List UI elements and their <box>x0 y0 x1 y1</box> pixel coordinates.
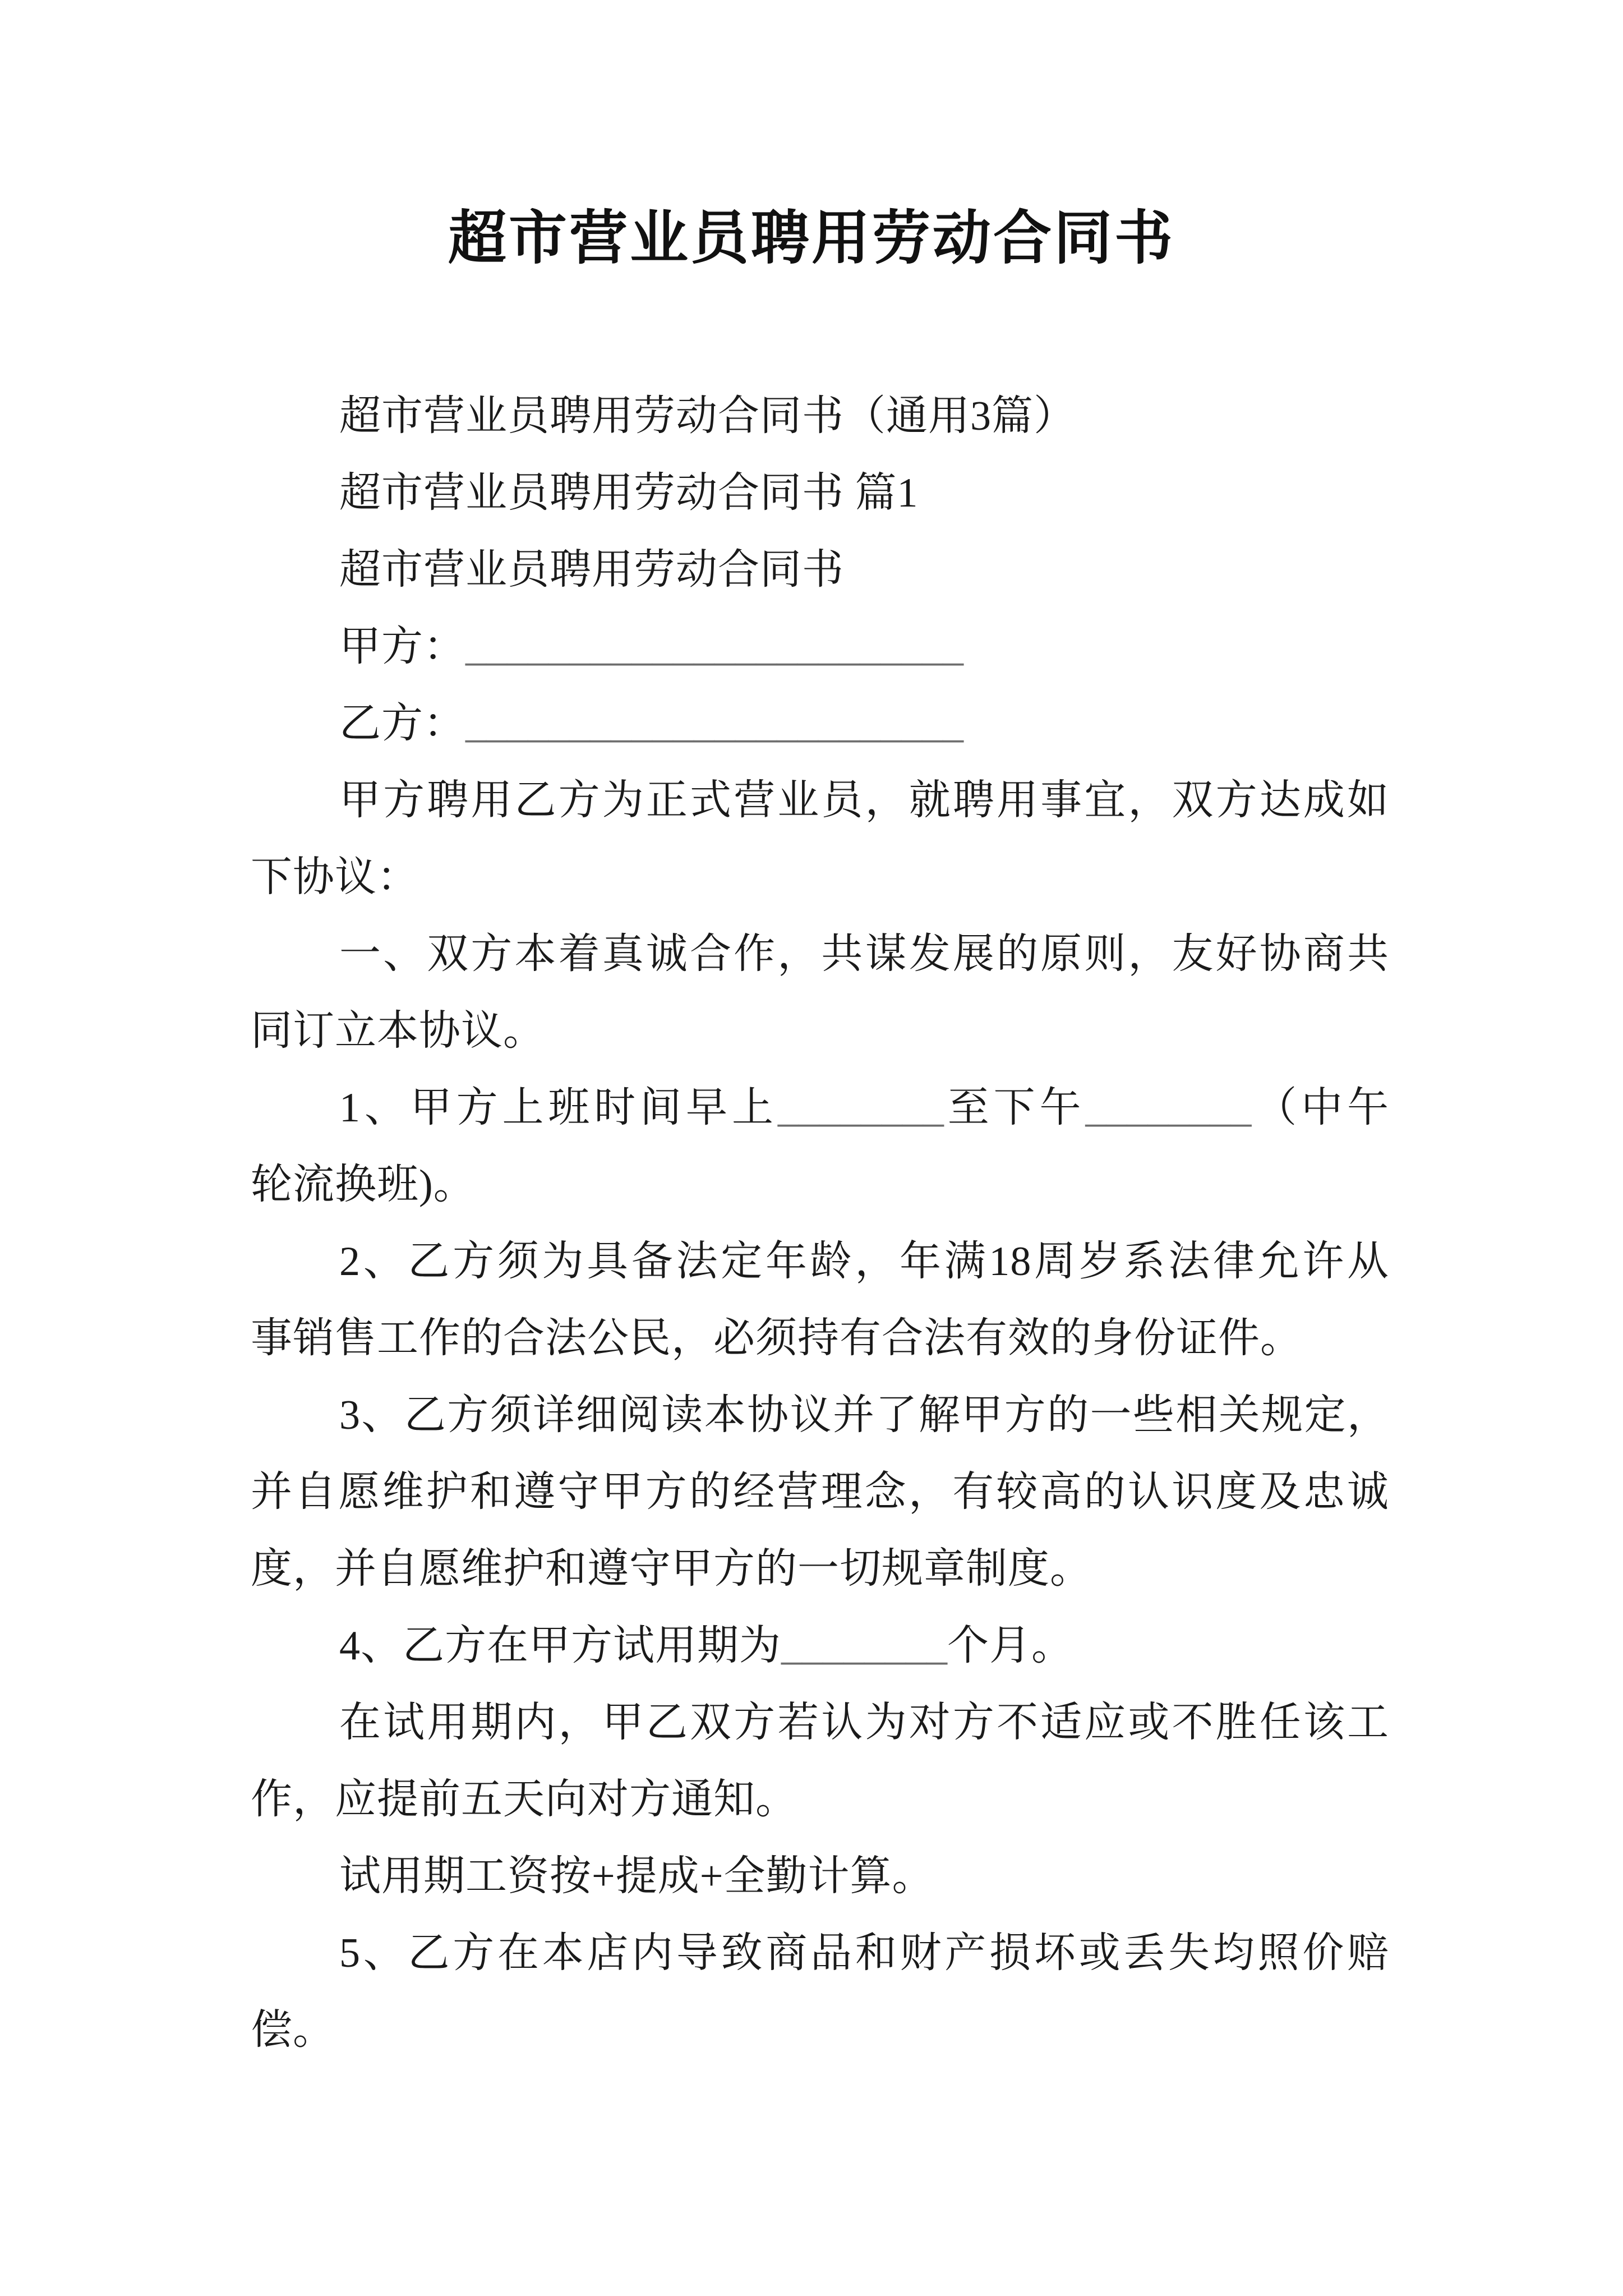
text-line: 同订立本协议。 <box>251 1008 545 1054</box>
item-1-paragraph <box>251 1070 1389 1223</box>
fill-in-blank: ________________________ <box>465 624 963 670</box>
text-line: 在试用期内，甲乙双方若认为对方不适应或不胜任该工 <box>339 1700 1389 1746</box>
text-line: 乙方：________________________ <box>339 701 963 747</box>
text-line: 试用期工资按+提成+全勤计算。 <box>339 1853 934 1899</box>
party-a-field <box>251 609 1389 685</box>
text-line: 轮流换班)。 <box>251 1162 476 1208</box>
document-body <box>251 378 1389 2069</box>
item-5-paragraph <box>251 1915 1389 2069</box>
text-line: 4、乙方在甲方试用期为________个月。 <box>339 1623 1073 1669</box>
text-line: 超市营业员聘用劳动合同书（通用3篇） <box>339 393 1076 439</box>
text-line: 超市营业员聘用劳动合同书 篇1 <box>339 470 919 516</box>
item-2-paragraph <box>251 1223 1389 1377</box>
text-line: 事销售工作的合法公民，必须持有合法有效的身份证件。 <box>251 1315 1302 1361</box>
text-line: 甲方：________________________ <box>339 624 963 670</box>
contract-heading <box>251 532 1389 609</box>
text-line: 下协议： <box>251 854 419 900</box>
text-line: 作，应提前五天向对方通知。 <box>251 1777 797 1823</box>
item-4-paragraph <box>251 1608 1389 1685</box>
text-line: 3、乙方须详细阅读本协议并了解甲方的一些相关规定， <box>339 1392 1389 1438</box>
probation-paragraph <box>251 1685 1389 1838</box>
party-b-field <box>251 685 1389 762</box>
text-line: 5、乙方在本店内导致商品和财产损坏或丢失均照价赔 <box>339 1930 1389 1976</box>
collection-heading <box>251 378 1389 455</box>
probation-pay-paragraph <box>251 1838 1389 1915</box>
item-3-paragraph <box>251 1377 1389 1608</box>
text-line: 并自愿维护和遵守甲方的经营理念，有较高的认识度及忠诚 <box>251 1469 1389 1515</box>
fill-in-blank: ________ <box>1085 1085 1252 1131</box>
intro-paragraph <box>251 762 1389 916</box>
text-line: 超市营业员聘用劳动合同书 <box>339 547 844 593</box>
clause-1-paragraph <box>251 916 1389 1070</box>
article-heading <box>251 455 1389 532</box>
fill-in-blank: ________________________ <box>465 701 963 747</box>
fill-in-blank: ________ <box>781 1623 947 1669</box>
document-title: 超市营业员聘用劳动合同书 <box>448 206 1175 271</box>
text-line: 偿。 <box>251 2007 335 2053</box>
text-line: 一、双方本着真诚合作，共谋发展的原则，友好协商共 <box>339 931 1389 977</box>
text-line: 2、乙方须为具备法定年龄，年满18周岁系法律允许从 <box>339 1239 1389 1285</box>
fill-in-blank: ________ <box>777 1085 944 1131</box>
text-line: 1、甲方上班时间早上________至下午________（中午 <box>339 1085 1390 1131</box>
text-line: 甲方聘用乙方为正式营业员，就聘用事宜，双方达成如 <box>339 777 1389 823</box>
text-line: 度，并自愿维护和遵守甲方的一切规章制度。 <box>251 1546 1092 1592</box>
